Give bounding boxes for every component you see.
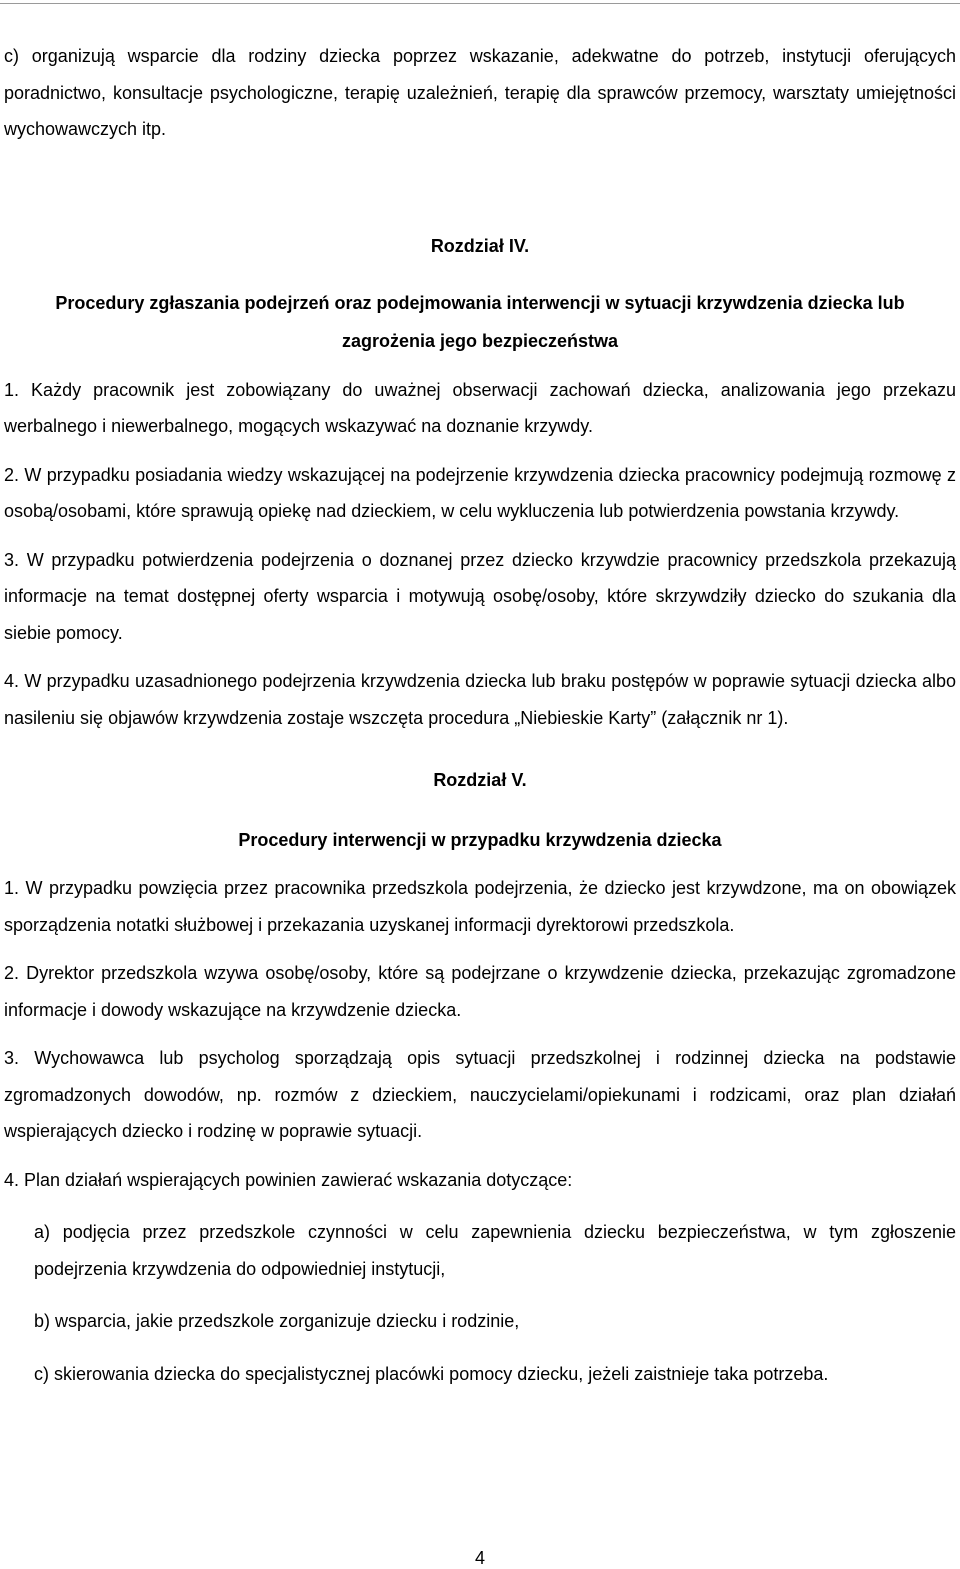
chapter-4-point-3: 3. W przypadku potwierdzenia podejrzenia o doznanej przez dziecko krzywdzie pracownicy przedszkola przekazują informacje na temat dostępnej oferty wsparcia i motywują osobę/osoby, które skrzywdziły dziecko do szukania dla siebie pomocy. <box>4 549 956 643</box>
spacer <box>4 798 956 822</box>
spacer <box>4 264 956 284</box>
chapter-4-title: Rozdział IV. <box>430 235 530 256</box>
chapter-5-title: Rozdział V. <box>433 770 527 790</box>
chapter-4-point-4: 4. W przypadku uzasadnionego podejrzenia krzywdzenia dziecka lub braku postępów w poprawie sytuacji dziecka albo nasileniu się objawów krzywdzenia zostaje wszczęta procedura „Niebieskie Karty” (załącznik nr 1). <box>4 671 956 728</box>
top-border-line <box>0 3 960 4</box>
spacer <box>4 148 956 228</box>
document-page <box>4 38 956 1392</box>
chapter-5-subtitle: Procedury interwencji w przypadku krzywdzenia dziecka <box>238 830 722 850</box>
spacer <box>4 736 956 762</box>
page-number: 4 <box>474 1548 485 1568</box>
chapter-5-point-4: 4. Plan działań wspierających powinien zawierać wskazania dotyczące: <box>4 1169 573 1190</box>
chapter-5-point-4-c: c) skierowania dziecka do specjalistycznej placówki pomocy dziecku, jeżeli zaistnieje taka potrzeba. <box>34 1363 829 1384</box>
chapter-4-point-2: 2. W przypadku posiadania wiedzy wskazującej na podejrzenie krzywdzenia dziecka pracownicy podejmują rozmowę z osobą/osobami, które sprawują opiekę nad dzieckiem, w celu wykluczenia lub potwierdzenia powstania krzywdy. <box>4 464 956 521</box>
chapter-4-subtitle: Procedury zgłaszania podejrzeń oraz podejmowania interwencji w sytuacji krzywdzenia dziecka lub zagrożenia jego bezpieczeństwa <box>55 292 905 351</box>
chapter-5-point-2: 2. Dyrektor przedszkola wzywa osobę/osoby, które są podejrzane o krzywdzenie dziecka, przekazując zgromadzone informacje i dowody wskazujące na krzywdzenie dziecka. <box>4 963 956 1020</box>
chapter-4-point-1: 1. Każdy pracownik jest zobowiązany do uważnej obserwacji zachowań dziecka, analizowania jego przekazu werbalnego i niewerbalnego, mogących wskazywać na doznanie krzywdy. <box>4 379 956 436</box>
chapter-5-point-3: 3. Wychowawca lub psycholog sporządzają opis sytuacji przedszkolnej i rodzinnej dziecka na podstawie zgromadzonych dowodów, np. rozmów z dzieckiem, nauczycielami/opiekunami i rodzicami, oraz plan działań wspierających dziecko i rodzinę w poprawie sytuacji. <box>4 1048 956 1141</box>
chapter-5-point-1: 1. W przypadku powzięcia przez pracownika przedszkola podejrzenia, że dziecko jest krzywdzone, ma on obowiązek sporządzenia notatki służbowej i przekazania uzyskanej informacji dyrektorowi przedszkola. <box>4 878 956 935</box>
chapter-5-point-4-b: b) wsparcia, jakie przedszkole zorganizuje dziecku i rodzinie, <box>34 1311 520 1331</box>
paragraph-c-support: c) organizują wsparcie dla rodziny dziecka poprzez wskazanie, adekwatne do potrzeb, instytucji oferujących poradnictwo, konsultacje psychologiczne, terapię uzależnień, terapię dla sprawców przemocy, warsztaty umiejętności wychowawczych itp. <box>4 46 956 139</box>
chapter-5-point-4-a: a) podjęcia przez przedszkole czynności w celu zapewnienia dziecku bezpieczeństwa, w tym zgłoszenie podejrzenia krzywdzenia do odpowiedniej instytucji, <box>34 1222 956 1279</box>
